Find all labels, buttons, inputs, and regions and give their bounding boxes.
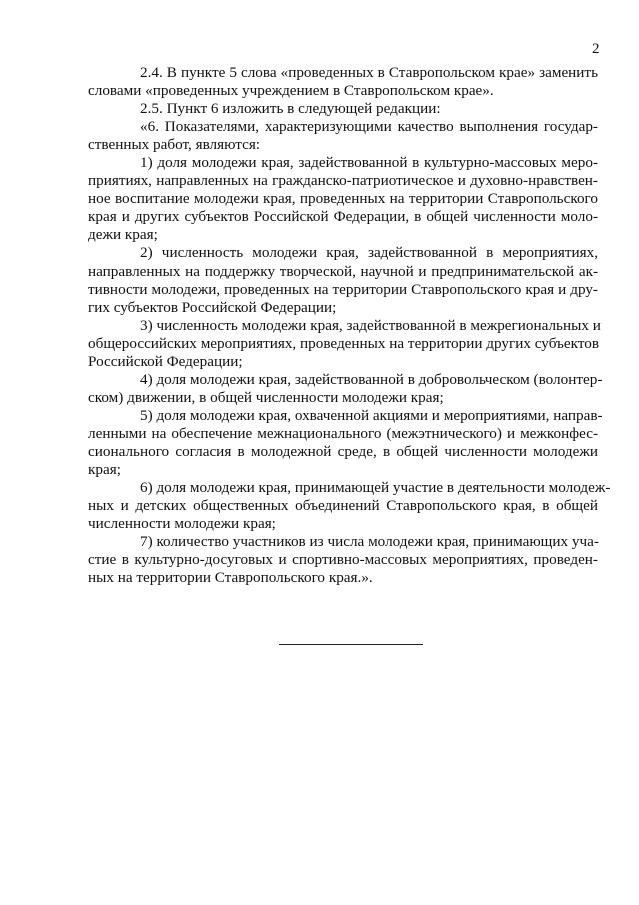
text-line: ное воспитание молодежи края, проведенных на территории Ставропольского — [88, 190, 598, 208]
text-line: 2) численность молодежи края, задействованной в мероприятиях, — [140, 244, 598, 262]
text-line: сионального согласия в молодежной среде, в общей численности молодежи — [88, 442, 598, 460]
text-line: ственных работ, являются: — [88, 136, 261, 154]
closing-separator-line — [279, 644, 423, 645]
text-line: словами «проведенных учреждением в Ставропольском крае». — [88, 82, 494, 100]
text-line: направленных на поддержку творческой, научной и предпринимательской ак- — [88, 262, 598, 280]
text-line: 2.5. Пункт 6 изложить в следующей редакции: — [140, 100, 441, 118]
text-line: края и других субъектов Российской Федерации, в общей численности моло- — [88, 208, 598, 226]
text-line: приятиях, направленных на гражданско-патриотическое и духовно-нравствен- — [88, 172, 598, 190]
text-line: стие в культурно-досуговых и спортивно-массовых мероприятиях, проведен- — [88, 551, 598, 569]
text-line: 7) количество участников из числа молодежи края, принимающих уча- — [140, 533, 599, 551]
text-line: «6. Показателями, характеризующими качество выполнения государ- — [140, 118, 598, 136]
text-line: ленными на обеспечение межнационального (межэтнического) и межконфес- — [88, 424, 598, 442]
text-line: ском) движении, в общей численности молодежи края; — [88, 388, 444, 406]
text-line: 3) численность молодежи края, задействованной в межрегиональных и — [140, 316, 601, 334]
text-line: ных на территории Ставропольского края.». — [88, 569, 373, 587]
text-line: общероссийских мероприятиях, проведенных на территории других субъектов — [88, 334, 600, 352]
text-line: гих субъектов Российской Федерации; — [88, 298, 337, 316]
text-line: 1) доля молодежи края, задействованной в культурно-массовых меро- — [140, 154, 598, 172]
text-line: численности молодежи края; — [88, 515, 276, 533]
text-line: края; — [88, 461, 121, 479]
document-body — [88, 64, 611, 587]
text-line: 5) доля молодежи края, охваченной акциями и мероприятиями, направ- — [140, 406, 603, 424]
page-number: 2 — [592, 41, 600, 57]
text-line: ных и детских общественных объединений Ставропольского края, в общей — [88, 497, 598, 515]
text-line: 4) доля молодежи края, задействованной в добровольческом (волонтер- — [140, 370, 603, 388]
text-line: 6) доля молодежи края, принимающей участие в деятельности молодеж- — [140, 479, 611, 497]
text-line: дежи края; — [88, 226, 158, 244]
text-line: Российской Федерации; — [88, 352, 243, 370]
text-line: тивности молодежи, проведенных на территории Ставропольского края и дру- — [88, 280, 598, 298]
text-line: 2.4. В пункте 5 слова «проведенных в Ставропольском крае» заменить — [140, 64, 598, 81]
